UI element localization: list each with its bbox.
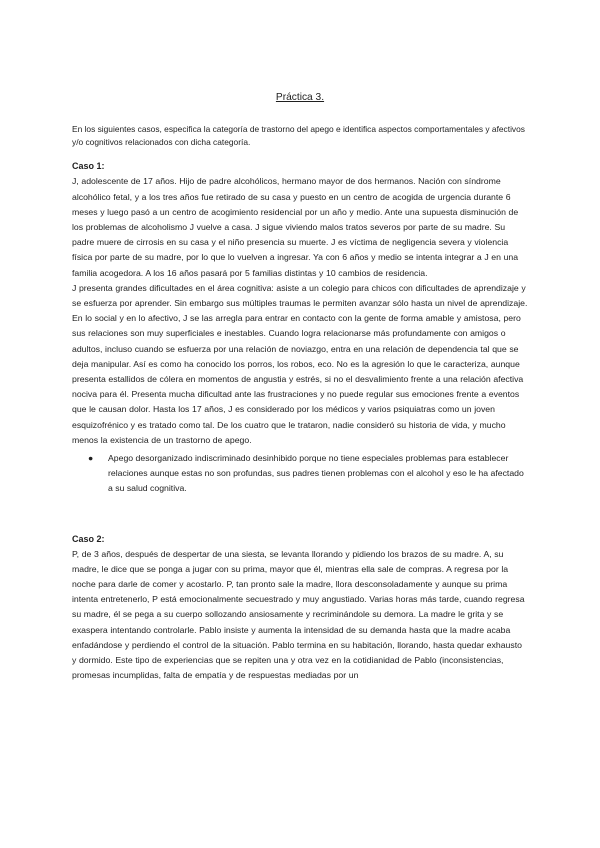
case-2-paragraph: P, de 3 años, después de despertar de una siesta, se levanta llorando y pidiendo los brazos de su madre. A, su madre, le dice que se ponga a jugar con su prima, mayor que él, mientras ella sale de compras. A regresa por la noche para darle de comer y acostarlo. P, tan pronto sale la madre, llora desconsoladamente y aunque su prima intenta entretenerlo, P está emocionalmente secuestrado y muy angustiado. Varias horas más tarde, cuando regresa su madre, él se pega a su cuerpo sollozando ansiosamente y recriminándole su demora. La madre le grita y se exaspera intentando controlarle. Pablo insiste y aumenta la intensidad de su demanda hasta que la madre acaba enfadándose y perdiendo el control de la situación. Pablo termina en su habitación, llorando, hasta quedar exhausto y dormido. Este tipo de experiencias que se repiten una y otra vez en la cotidianidad de Pablo (inconsistencias, promesas incumplidas, falta de empatía y de respuestas mediadas por un [72, 548, 525, 681]
case-1-answer-text: Apego desorganizado indiscriminado desinhibido porque no tiene especiales problemas para establecer relaciones aunque estas no son profundas, sus padres tienen problemas con el alcohol y eso le ha afectado a su salud cognitiva. [108, 453, 524, 494]
case-1-answer-list [72, 451, 528, 497]
case-1-heading: Caso 1: [72, 161, 105, 172]
case-2-heading: Caso 2: [72, 533, 105, 544]
bullet-icon: ● [88, 453, 94, 464]
page-title: Práctica 3. [275, 92, 325, 103]
case-1-description-paragraph: J presenta grandes dificultades en el área cognitiva: asiste a un colegio para chicos con dificultades de aprendizaje y se esfuerza por aprender. Sin embargo sus múltiples traumas le permiten avanzar sólo hasta un nivel de aprendizaje. En lo social y en lo afectivo, J se las arregla para entrar en contacto con la gente de forma amable y amistosa, pero sus relaciones son muy superficiales e inestables. Cuando logra relacionarse más profundamente con amigos o adultos, incluso cuando se esfuerza por una relación de noviazgo, entra en una relación de dependencia tal que se deja manipular. Así es como ha conocido los porros, los robos, eco. No es la agresión lo que le caracteriza, aunque presenta estallidos de cólera en momentos de angustia y estrés, si no el desvalimiento frente a una relación afectiva nociva para él. Presenta mucha dificultad ante las frustraciones y no puede regular sus emociones frente a eventos que le causan dolor. Hasta los 17 años, J es considerado por los médicos y varios psiquiatras como un joven esquizofrénico y es tratado como tal. De los cuatro que le trataron, nadie consideró su historia de vida, y mucho menos la existencia de un trastorno de apego. [72, 282, 528, 445]
case-2-section [72, 534, 528, 684]
case-1-section [72, 161, 528, 496]
section-spacer [72, 497, 528, 534]
case-1-history-paragraph: J, adolescente de 17 años. Hijo de padre alcohólicos, hermano mayor de dos hermanos. Nación con síndrome alcohólico fetal, y a los tres años fue retirado de su casa y puesto en un centro de acogida de urgencia durante 6 meses y luego pasó a un centro de acogimiento residencial por un año y medio. Ante una supuesta disminución de los problemas de alcoholismo J vuelve a casa. J sigue viviendo malos tratos severos por parte de su madre. Su padre muere de cirrosis en su casa y el niño presencia su muerte. J es víctima de negligencia severa y violencia física por parte de su madre, por lo que lo vuelven a ingresar. Ya con 6 años y medio se intenta integrar a J en una familia acogedora. A los 16 años pasará por 5 familias distintas y 10 cambios de residencia. [72, 176, 519, 278]
instructions-paragraph: En los siguientes casos, especifica la categoría de trastorno del apego e identifica aspectos comportamentales y afectivos y/o cognitivos relacionados con dicha categoría. [72, 124, 525, 147]
list-item [88, 451, 528, 497]
